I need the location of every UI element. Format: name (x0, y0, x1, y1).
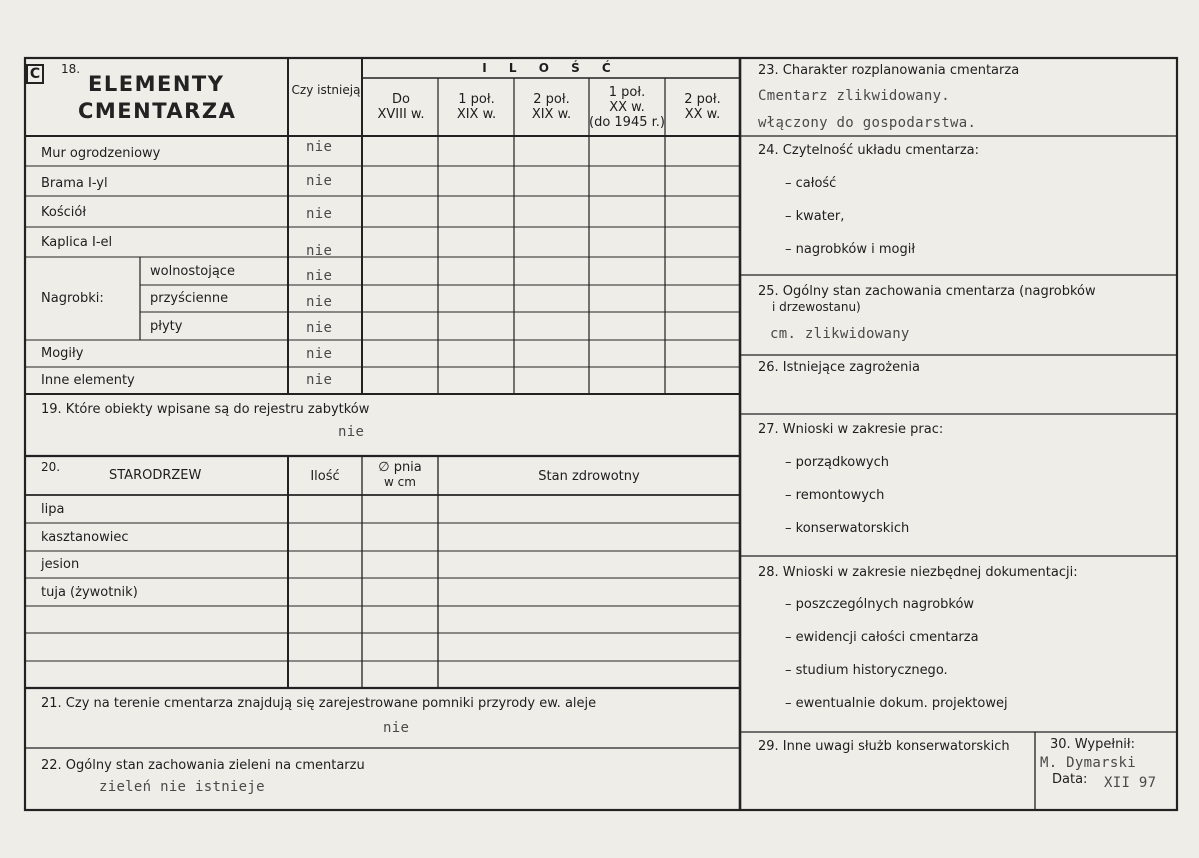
tree-row-lipa: lipa (41, 502, 65, 517)
row-label-wolnostojace: wolnostojące (150, 264, 235, 279)
section-letter-box: C (26, 64, 44, 84)
s23-value-line1: Cmentarz zlikwidowany. (758, 88, 951, 104)
row-label-plyty: płyty (150, 319, 183, 334)
s27-item: – konserwatorskich (785, 521, 910, 536)
s27-item: – remontowych (785, 488, 885, 503)
s21-label: 21. Czy na terenie cmentarza znajdują się zarejestrowane pomniki przyrody ew. aleje (41, 696, 597, 711)
s23-value-line2: włączony do gospodarstwa. (758, 115, 977, 131)
period-line3: (do 1945 r.) (589, 114, 665, 130)
s27-item: – porządkowych (785, 455, 889, 470)
s24-item: – kwater, (785, 209, 845, 224)
s20-col-pnia (362, 461, 438, 490)
period-line2: XIX w. (531, 106, 572, 122)
period-line2: XX w. (684, 106, 721, 122)
period-line1: Do (392, 92, 410, 107)
s25-label-line1: 25. Ogólny stan zachowania cmentarza (nagrobków (758, 284, 1096, 299)
period-line1: 1 poł. (458, 92, 495, 107)
row-value-brama: nie (306, 173, 333, 189)
s20-col-pnia-line1: ∅ pnia (378, 460, 422, 475)
row-value-plyty: nie (306, 320, 333, 336)
s25-label-line2: i drzewostanu) (772, 300, 861, 314)
period-line1: 1 poł. (608, 85, 646, 100)
tree-row-jesion: jesion (41, 557, 80, 572)
s24-item: – nagrobków i mogił (785, 242, 916, 257)
s30-data-label: Data: (1052, 772, 1088, 787)
s26-label: 26. Istniejące zagrożenia (758, 360, 920, 375)
s20-col-pnia-line2: w cm (384, 474, 416, 489)
s22-value: zieleń nie istnieje (99, 779, 265, 795)
row-label-przyscienne: przyścienne (150, 291, 229, 306)
s20-number: 20. (41, 460, 61, 474)
row-label-nagrobki: Nagrobki: (41, 291, 104, 306)
tree-row-kasztanowiec: kasztanowiec (41, 530, 129, 545)
row-label-brama: Brama I-yl (41, 176, 108, 191)
s18-title-line1: ELEMENTY (88, 72, 225, 96)
s18-number: 18. (61, 62, 81, 76)
s22-label: 22. Ogólny stan zachowania zieleni na cmentarzu (41, 758, 365, 773)
period-line2: XIX w. (456, 106, 497, 122)
s18-col-ilosc: I L O Ś Ć (482, 61, 620, 75)
s18-title-line2: CMENTARZA (78, 99, 237, 123)
s20-col-ilosc: Ilość (310, 469, 340, 484)
row-label-inne: Inne elementy (41, 373, 135, 388)
period-line2: XX w. (609, 99, 645, 115)
s29-label: 29. Inne uwagi służb konserwatorskich (758, 739, 1010, 754)
row-label-kosciol: Kościół (41, 205, 87, 220)
s18-col-czy: Czy istnieją (291, 83, 361, 97)
row-value-mur: nie (306, 139, 333, 155)
row-value-wolnostojace: nie (306, 268, 333, 284)
s28-item: – poszczególnych nagrobków (785, 597, 975, 612)
s30-name: M. Dymarski (1040, 755, 1137, 771)
row-value-inne: nie (306, 372, 333, 388)
s25-value: cm. zlikwidowany (770, 326, 910, 342)
s20-col-stan: Stan zdrowotny (538, 469, 640, 484)
row-value-przyscienne: nie (306, 294, 333, 310)
row-value-mogily: nie (306, 346, 333, 362)
s30-data-value: XII 97 (1104, 775, 1157, 791)
row-label-mur: Mur ogrodzeniowy (41, 146, 161, 161)
s30-label: 30. Wypełnił: (1050, 737, 1135, 752)
period-line2: XVIII w. (377, 106, 425, 122)
s28-item: – studium historycznego. (785, 663, 948, 678)
period-line1: 2 poł. (533, 92, 570, 107)
s24-label: 24. Czytelność układu cmentarza: (758, 143, 980, 158)
s21-value: nie (383, 720, 410, 736)
s27-label: 27. Wnioski w zakresie prac: (758, 422, 944, 437)
row-label-mogily: Mogiły (41, 346, 84, 361)
row-value-kosciol: nie (306, 206, 333, 222)
s23-label: 23. Charakter rozplanowania cmentarza (758, 63, 1020, 78)
row-label-kaplica: Kaplica I-el (41, 235, 113, 250)
s19-label: 19. Które obiekty wpisane są do rejestru zabytków (41, 402, 370, 417)
period-line1: 2 poł. (684, 92, 721, 107)
s24-item: – całość (785, 176, 837, 191)
row-value-kaplica: nie (306, 243, 333, 259)
s28-item: – ewentualnie dokum. projektowej (785, 696, 1008, 711)
s28-item: – ewidencji całości cmentarza (785, 630, 979, 645)
s19-value: nie (338, 424, 365, 440)
s20-title: STARODRZEW (109, 468, 202, 483)
tree-row-tuja: tuja (żywotnik) (41, 585, 138, 600)
s28-label: 28. Wnioski w zakresie niezbędnej dokumentacji: (758, 565, 1078, 580)
